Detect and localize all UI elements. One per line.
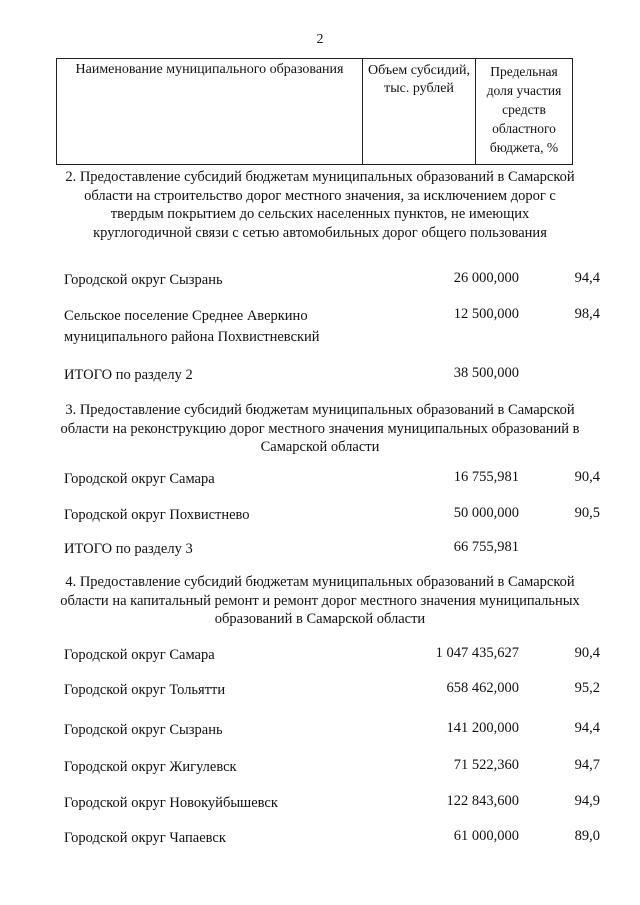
table-header	[56, 58, 573, 165]
row-share: 95,2	[574, 680, 600, 696]
row-amount: 66 755,981	[453, 539, 519, 555]
section-2-title: 2. Предоставление субсидий бюджетам муниципальных образований в Самарской области на строительство дорог местного значения, за исключением дорог с твердым покрытием до сельских населенных пунктов, не имеющих круглогодичной связи с сетью автомобильных дорог общего пользования	[65, 169, 575, 241]
row-amount: 1 047 435,627	[435, 645, 519, 661]
section-3-title: 3. Предоставление субсидий бюджетам муниципальных образований в Самарской области на реконструкцию дорог местного значения муниципальных образований в Самарской области	[60, 402, 580, 455]
row-name: ИТОГО по разделу 2	[64, 367, 193, 383]
row-amount: 71 522,360	[453, 757, 519, 773]
row-share: 94,4	[574, 270, 600, 286]
section-total-row	[64, 539, 584, 559]
row-name: Сельское поселение Среднее Аверкино муниципального района Похвистневский	[64, 308, 320, 345]
row-amount: 61 000,000	[453, 828, 519, 844]
table-row	[64, 720, 600, 740]
header-col-name: Наименование муниципального образования	[57, 59, 363, 164]
table-row	[64, 469, 600, 489]
row-amount: 141 200,000	[446, 720, 519, 736]
row-share: 98,4	[574, 306, 600, 322]
row-amount: 658 462,000	[446, 680, 519, 696]
table-row	[64, 505, 600, 525]
row-share: 90,4	[574, 645, 600, 661]
row-amount: 38 500,000	[453, 365, 519, 381]
row-share: 90,4	[574, 469, 600, 485]
row-amount: 50 000,000	[453, 505, 519, 521]
table-row	[64, 793, 600, 813]
row-name: ИТОГО по разделу 3	[64, 541, 193, 557]
row-name: Городской округ Сызрань	[64, 722, 223, 738]
row-share: 90,5	[574, 505, 600, 521]
row-amount: 12 500,000	[453, 306, 519, 322]
row-name: Городской округ Чапаевск	[64, 830, 226, 846]
table-row	[64, 645, 600, 665]
page-number: 2	[316, 32, 324, 47]
row-name: Городской округ Тольятти	[64, 682, 226, 698]
row-amount: 16 755,981	[453, 469, 519, 485]
table-row	[64, 757, 600, 777]
row-name: Городской округ Сызрань	[64, 272, 223, 288]
row-name: Городской округ Новокуйбышевск	[64, 795, 278, 811]
section-total-row	[64, 365, 584, 385]
row-name: Городской округ Самара	[64, 647, 215, 663]
table-row	[64, 270, 600, 290]
row-name: Городской округ Похвистнево	[64, 507, 250, 523]
row-share: 89,0	[574, 828, 600, 844]
header-col-amount: Объем субсидий, тыс. рублей	[363, 59, 476, 164]
section-4-title: 4. Предоставление субсидий бюджетам муниципальных образований в Самарской области на капитальный ремонт и ремонт дорог местного значения муниципальных образований в Самарской области	[60, 574, 580, 627]
table-row	[64, 680, 600, 700]
table-row	[64, 828, 600, 848]
row-amount: 122 843,600	[446, 793, 519, 809]
row-amount: 26 000,000	[453, 270, 519, 286]
row-share: 94,9	[574, 793, 600, 809]
header-col-share: Предельная доля участия средств областного бюджета, %	[486, 64, 562, 155]
row-share: 94,4	[574, 720, 600, 736]
row-share: 94,7	[574, 757, 600, 773]
table-row	[64, 306, 600, 345]
row-name: Городской округ Самара	[64, 471, 215, 487]
row-name: Городской округ Жигулевск	[64, 759, 237, 775]
